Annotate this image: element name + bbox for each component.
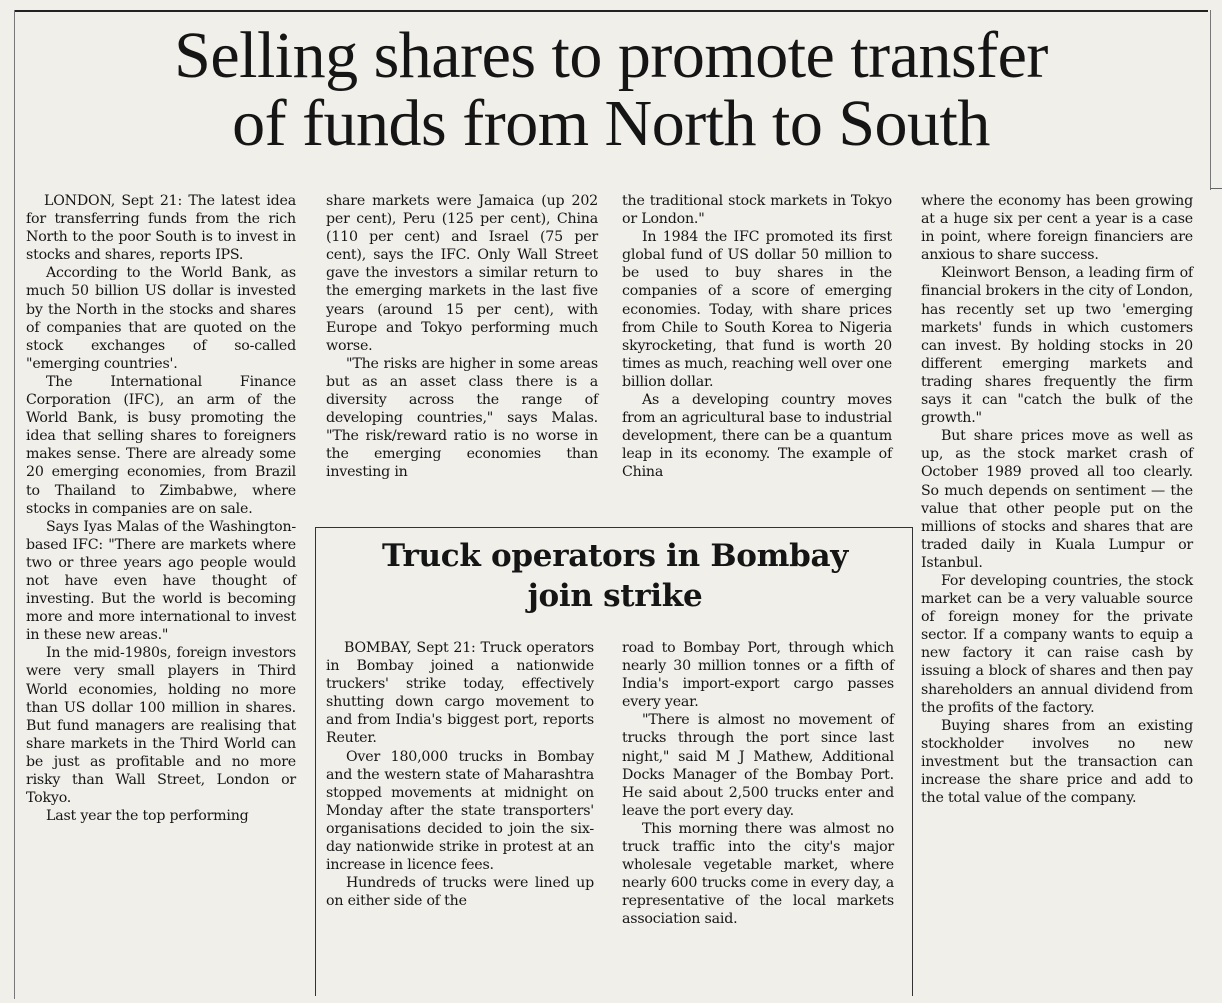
main-headline bbox=[0, 19, 1222, 160]
main-story-column-1 bbox=[26, 192, 296, 982]
paragraph: Says Iyas Malas of the Washington-based IFC: "There are markets where two or three years ago people would not have even have thought of investing. But the world is becoming more and more international to invest in these new areas." bbox=[26, 518, 296, 644]
paragraph: According to the World Bank, as much 50 billion US dollar is invested by the North in the stocks and shares of companies that are quoted on the stock exchanges of so-called "emerging countries'. bbox=[26, 265, 296, 372]
paragraph: As a developing country moves from an agricultural base to industrial development, there can be a quantum leap in its economy. The example of China bbox=[622, 392, 892, 481]
main-story-column-3 bbox=[622, 192, 892, 524]
paragraph: Last year the top performing bbox=[46, 808, 249, 825]
main-headline-line-2: of funds from North to South bbox=[232, 87, 990, 160]
main-story-column-2 bbox=[326, 192, 598, 524]
paragraph: the traditional stock markets in Tokyo or London." bbox=[622, 193, 892, 228]
sub-headline-line-1: Truck operators in Bombay bbox=[382, 538, 848, 574]
main-headline-line-1: Selling shares to promote transfer bbox=[174, 19, 1048, 92]
paragraph: In the mid-1980s, foreign investors were very small players in Third World economies, holding no more than US dollar 100 million in shares. But fund managers are realising that share markets in the Third World can be just as profitable and no more risky than Wall Street, London or Tokyo. bbox=[26, 645, 296, 807]
paragraph: Hundreds of trucks were lined up on either side of the bbox=[326, 875, 594, 910]
paragraph: This morning there was almost no truck traffic into the city's major wholesale vegetable market, where nearly 600 trucks come in every day, a representative of the local markets association said. bbox=[622, 820, 894, 928]
paragraph: The International Finance Corporation (IFC), an arm of the World Bank, is busy promoting the idea that selling shares to foreigners makes sense. There are already some 20 emerging economies, from Brazil to Thailand to Zimbabwe, where stocks in companies are on sale. bbox=[26, 373, 296, 517]
paragraph: share markets were Jamaica (up 202 per cent), Peru (125 per cent), China (110 per cent) and Israel (75 per cent), says the IFC. Only Wall Street gave the investors a similar return to the emerging markets in the last five years (around 15 per cent), with Europe and Tokyo performing much worse. bbox=[326, 193, 598, 354]
column-rule-left bbox=[14, 10, 15, 999]
main-story-column-4 bbox=[921, 192, 1193, 992]
paragraph: where the economy has been growing at a huge six per cent a year is a case in point, where foreign financiers are anxious to share success. bbox=[921, 193, 1193, 264]
paragraph: In 1984 the IFC promoted its first global fund of US dollar 50 million to be used to buy shares in the companies of a score of emerging economies. Today, with share prices from Chile to South Korea to Nigeria skyrocketing, that fund is worth 20 times as much, reaching well over one billion dollar. bbox=[622, 229, 892, 390]
edge-rule bbox=[1210, 188, 1222, 189]
sub-story-headline bbox=[315, 536, 915, 616]
sub-story-column-1 bbox=[326, 639, 594, 984]
paragraph: For developing countries, the stock market can be a very valuable source of foreign money for the private sector. If a company wants to equip a new factory it can raise cash by issuing a block of shares and then pay shareholders an annual dividend from the profits of the factory. bbox=[921, 572, 1193, 716]
paragraph: "The risks are higher in some areas but as an asset class there is a diversity across the range of developing countries," says Malas. "The risk/reward ratio is no worse in the emerging economies than investing in bbox=[326, 355, 598, 481]
paragraph: Buying shares from an existing stockholder involves no new investment but the transaction can increase the share price and add to the total value of the company. bbox=[921, 717, 1193, 807]
top-rule bbox=[14, 10, 1208, 12]
sub-headline-line-2: join strike bbox=[527, 578, 703, 614]
paragraph: BOMBAY, Sept 21: Truck operators in Bombay joined a nationwide truckers' strike today, effectively shutting down cargo movement to and from India's biggest port, reports Reuter. bbox=[326, 640, 594, 747]
paragraph: road to Bombay Port, through which nearly 30 million tonnes or a fifth of India's import-export cargo passes every year. bbox=[622, 640, 894, 711]
paragraph: "There is almost no movement of trucks through the port since last night," said M J Mathew, Additional Docks Manager of the Bombay Port. He said about 2,500 trucks enter and leave the port every day. bbox=[622, 712, 894, 819]
paragraph: Over 180,000 trucks in Bombay and the western state of Maharashtra stopped movements at midnight on Monday after the state transporters' organisations decided to join the six-day nationwide strike in protest at an increase in licence fees. bbox=[326, 748, 594, 874]
paragraph: But share prices move as well as up, as the stock market crash of October 1989 proved all too clearly. So much depends on sentiment — the value that other people put on the millions of stocks and shares that are traded daily in Kuala Lumpur or Istanbul. bbox=[921, 428, 1193, 571]
paragraph: Kleinwort Benson, a leading firm of financial brokers in the city of London, has recently set up two 'emerging markets' funds in which customers can invest. By holding stocks in 20 different emerging markets and trading shares frequently the firm says it can "catch the bulk of the growth." bbox=[921, 265, 1193, 427]
sub-story-column-2 bbox=[622, 639, 894, 984]
paragraph: LONDON, Sept 21: The latest idea for transferring funds from the rich North to the poor South is to invest in stocks and shares, reports IPS. bbox=[26, 193, 296, 264]
